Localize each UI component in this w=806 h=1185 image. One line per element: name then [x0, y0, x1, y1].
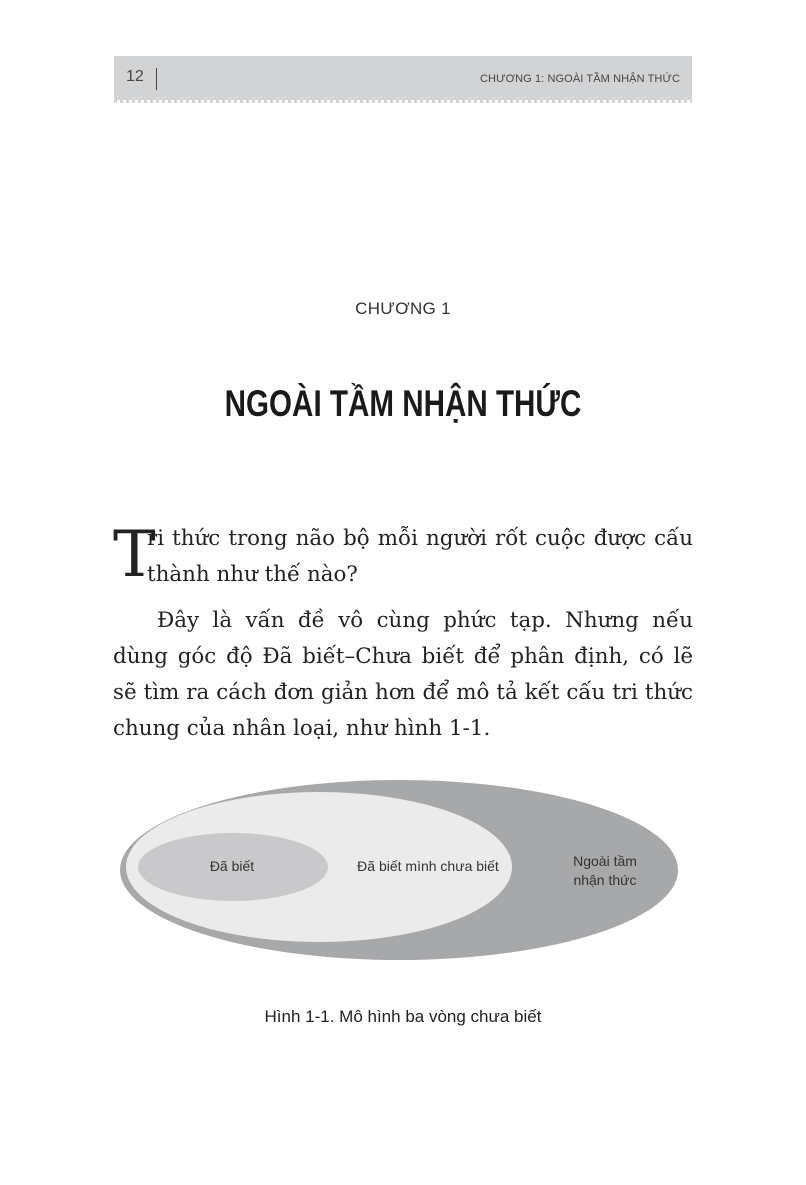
paragraph-1-line-2: thành như thế nào?	[147, 562, 358, 587]
figure-caption: Hình 1-1. Mô hình ba vòng chưa biết	[264, 1007, 542, 1026]
outer-ellipse-label-line-1: Ngoài tầm	[573, 853, 637, 869]
drop-cap: T	[113, 518, 156, 592]
paragraph-1-line-1: ri thức trong não bộ mỗi người rốt cuộc được cấu	[147, 526, 693, 551]
page-number: 12	[126, 68, 144, 85]
outer-ellipse-label-line-2: nhận thức	[573, 872, 637, 888]
inner-ellipse-label: Đã biết	[209, 858, 255, 874]
chapter-label: CHƯƠNG 1	[355, 299, 451, 318]
paragraph-2: Đây là vấn đề vô cùng phức tạp. Nhưng nếu dùng góc độ Đã biết–Chưa biết để phân định, có lẽ sẽ tìm ra cách đơn giản hơn để mô tả kết cấu tri thức chung của nhân loại, như hình 1-1.	[113, 608, 693, 741]
chapter-title: NGOÀI TẦM NHẬN THỨC	[224, 383, 582, 424]
middle-ellipse-label: Đã biết mình chưa biết	[357, 858, 499, 874]
running-head-title: CHƯƠNG 1: NGOÀI TẦM NHẬN THỨC	[479, 73, 680, 85]
